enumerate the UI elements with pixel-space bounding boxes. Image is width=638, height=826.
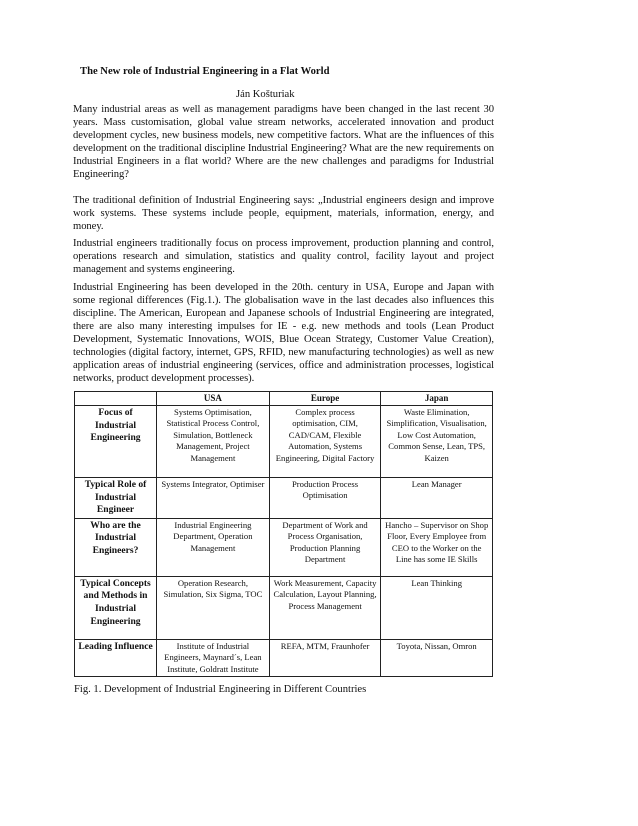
table-header-usa: USA: [157, 392, 270, 406]
row-label: Leading Influence: [75, 639, 157, 676]
paragraph-definition: The traditional definition of Industrial Engineering says: „Industrial engineers design and improve work systems. These systems include people, equipment, materials, information, energy, and money.: [73, 195, 494, 232]
table-cell: REFA, MTM, Fraunhofer: [269, 639, 381, 676]
table-cell: Department of Work and Process Organisation, Production Planning Department: [269, 518, 381, 576]
table-cell: Toyota, Nissan, Omron: [381, 639, 493, 676]
row-label: Typical Role of Industrial Engineer: [75, 478, 157, 519]
table-header-row: [75, 392, 493, 406]
table-cell: Production Process Optimisation: [269, 478, 381, 519]
table-cell: Complex process optimisation, CIM, CAD/CAM, Flexible Automation, Systems Engineering, Digital Factory: [269, 406, 381, 478]
row-label: Typical Concepts and Methods in Industrial Engineering: [75, 576, 157, 639]
paragraph-intro: Many industrial areas as well as management paradigms have been changed in the last recent 30 years. Mass customisation, global value stream networks, accelerated innovation and product development cycles, new business models, new competitive factors. What are the influences of this development on the traditional discipline Industrial Engineering? What are the new requirements on Industrial Engineers in a flat world? Where are the new challenges and paradigms for Industrial Engineering?: [73, 104, 494, 180]
table-cell: Institute of Industrial Engineers, Maynard´s, Lean Institute, Goldratt Institute: [157, 639, 270, 676]
table-row: [75, 478, 493, 519]
table-header-europe: Europe: [269, 392, 381, 406]
table-cell: Industrial Engineering Department, Operation Management: [157, 518, 270, 576]
table-row: [75, 406, 493, 478]
figure-caption: Fig. 1. Development of Industrial Engineering in Different Countries: [74, 684, 367, 695]
paragraph-history: Industrial Engineering has been developed in the 20th. century in USA, Europe and Japan with some regional differences (Fig.1.). The globalisation wave in the last decades also influences this discipline. The American, European and Japanese schools of Industrial Engineering are integrated, there are also many interesting impulses for IE - e.g. new methods and tools (Lean Product Development, Systematic Innovations, WOIS, Blue Ocean Strategy, Customer Value Creation), technologies (digital factory, internet, GPS, RFID, new manufacturing technologies) as well as new application areas of industrial engineering (services, office and administration processes, logistical networks, product development processes).: [73, 282, 494, 384]
table-header-japan: Japan: [381, 392, 493, 406]
table-cell: Operation Research, Simulation, Six Sigma, TOC: [157, 576, 270, 639]
table-cell: Systems Optimisation, Statistical Process Control, Simulation, Bottleneck Management, Project Management: [157, 406, 270, 478]
comparison-table: [74, 391, 493, 677]
paragraph-focus: Industrial engineers traditionally focus on process improvement, production planning and control, operations research and simulation, statistics and quality control, facility layout and project management and systems engineering.: [73, 238, 494, 275]
document-title: The New role of Industrial Engineering in a Flat World: [80, 66, 330, 77]
table-row: [75, 518, 493, 576]
row-label: Focus of Industrial Engineering: [75, 406, 157, 478]
table-cell: Work Measurement, Capacity Calculation, Layout Planning, Process Management: [269, 576, 381, 639]
table-header-blank: [75, 392, 157, 406]
table-cell: Lean Thinking: [381, 576, 493, 639]
row-label: Who are the Industrial Engineers?: [75, 518, 157, 576]
author-name: Ján Košturiak: [236, 89, 295, 100]
table-row: [75, 639, 493, 676]
table-cell: Hancho – Supervisor on Shop Floor, Every Employee from CEO to the Worker on the Line has some IE Skills: [381, 518, 493, 576]
table-cell: Systems Integrator, Optimiser: [157, 478, 270, 519]
table-cell: Waste Elimination, Simplification, Visualisation, Low Cost Automation, Common Sense, Lean, TPS, Kaizen: [381, 406, 493, 478]
table-cell: Lean Manager: [381, 478, 493, 519]
table-row: [75, 576, 493, 639]
